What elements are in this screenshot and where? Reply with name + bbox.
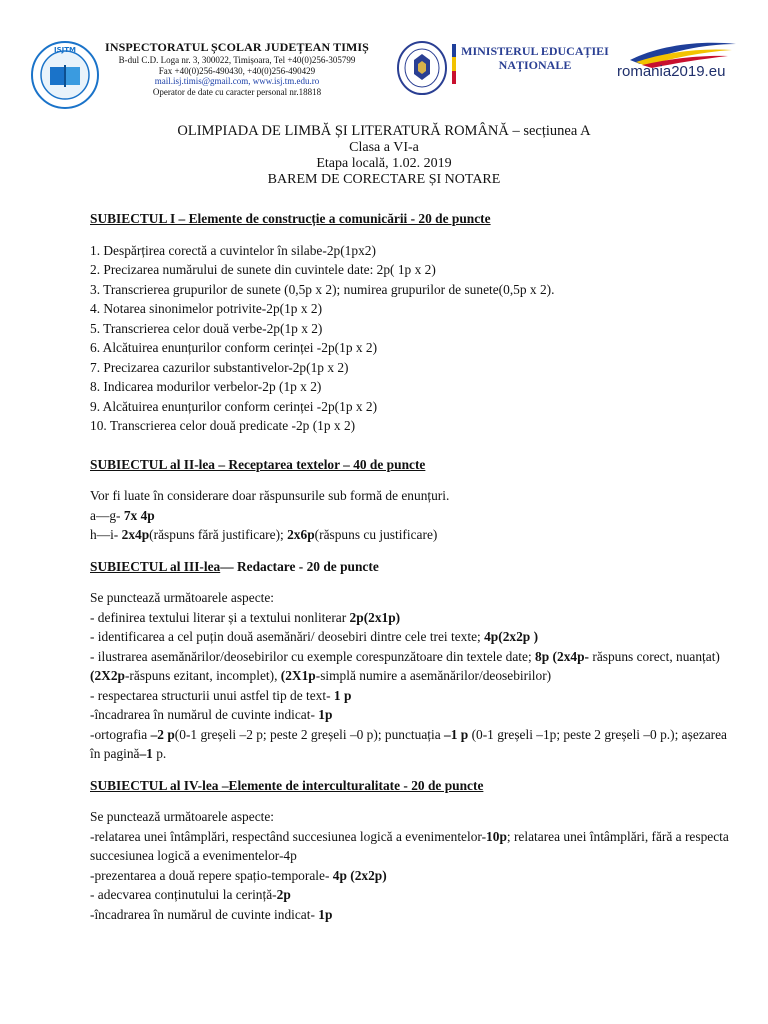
isj-logo-text: ISJTM [54, 46, 76, 54]
romania2019-text: romania2019.eu [617, 63, 726, 80]
barem-line: BAREM DE CORECTARE ȘI NOTARE [267, 172, 501, 187]
subject-4-heading: SUBIECTUL al IV-lea –Elemente de interculturalitate - 20 de puncte [90, 777, 484, 793]
list-item: 2. Precizarea numărului de sunete din cuvintele date: 2p( 1p x 2) [90, 262, 436, 277]
points: (2X1p [280, 668, 316, 683]
subject-4-line-2 [90, 866, 730, 886]
text: - identificarea a cel puțin două asemănări/ deosebiri dintre cele trei texte; [90, 629, 485, 644]
subject-3-line-3 [90, 647, 730, 686]
hi-text-1: (răspuns fără justificare); [149, 527, 288, 542]
hi-value-2: 2x6p [287, 527, 315, 542]
subject-3-intro: Se punctează următoarele aspecte: [90, 590, 275, 605]
isj-fax: Fax +40(0)256-490430, +40(0)256-490429 [158, 65, 316, 76]
ministry-line-1: MINISTERUL EDUCAȚIEI [461, 44, 609, 58]
list-item: 8. Indicarea modurilor verbelor-2p (1p x 2) [90, 379, 322, 394]
subject-3-line-2 [90, 627, 730, 647]
university-seal-icon [396, 40, 448, 96]
subject-3-line-4 [90, 686, 730, 706]
text: ; relatarea unei întâmplări, fără a respecta succesiunea logică a evenimentelor-4p [90, 828, 729, 863]
isj-title: INSPECTORATUL ȘCOLAR JUDEȚEAN TIMIȘ [105, 40, 369, 54]
list-item: 1. Despărțirea corectă a cuvintelor în silabe-2p(1px2) [90, 242, 376, 258]
barem-content [90, 209, 730, 924]
points: –1 p [444, 726, 469, 742]
text: -încadrarea în numărul de cuvinte indicat- [90, 906, 319, 922]
subject-3-heading-rest: — Redactare - 20 de puncte [220, 558, 379, 574]
list-item: 6. Alcătuirea enunțurilor conform cerinței -2p(1p x 2) [90, 340, 378, 355]
points: 1p [318, 906, 333, 922]
hi-value-1: 2x4p [121, 527, 150, 542]
text: -ortografia [90, 726, 151, 742]
text: p. [152, 746, 167, 761]
text: -încadrarea în numărul de cuvinte indicat- [90, 707, 319, 722]
points: 2p [276, 887, 291, 902]
list-item: 10. Transcrierea celor două predicate -2p (1p x 2) [90, 418, 356, 433]
stage-line: Etapa locală, 1.02. 2019 [316, 156, 452, 171]
isj-address: B-dul C.D. Loga nr. 3, 300022, Timișoara, Tel +40(0)256-305799 [118, 55, 356, 65]
subject-1-heading: SUBIECTUL I – Elemente de construcție a comunicării - 20 de puncte [90, 211, 491, 226]
subject-3-heading [90, 557, 730, 577]
subject-2-hi [90, 525, 730, 545]
subject-2-ag [90, 506, 730, 526]
text: - ilustrarea asemănărilor/deosebirilor cu exemple corespunzătoare din textele date; [90, 648, 536, 664]
text: -relatarea unei întâmplări, respectând succesiunea logică a evenimentelor- [90, 828, 487, 844]
isj-info [102, 40, 372, 97]
ministry-line-2: NAȚIONALE [498, 58, 572, 72]
subject-3-heading-underlined: SUBIECTUL al III-lea [90, 558, 221, 574]
text: - definirea textului literar și a textului nonliterar [90, 609, 350, 625]
list-item: 3. Transcrierea grupurilor de sunete (0,5p x 2); numirea grupurilor de sunete(0,5p x 2). [90, 281, 555, 297]
text: - adecvarea conținutului la cerință- [90, 887, 277, 902]
subject-1-items [90, 241, 730, 436]
points: 4p(2x2p ) [484, 629, 539, 644]
points: 10p [486, 828, 507, 844]
points: 1p [318, 707, 333, 722]
ministry-name [460, 44, 610, 72]
subject-3-line-1 [90, 608, 730, 628]
points: –1 [139, 746, 153, 761]
subject-4-line-1 [90, 827, 730, 866]
points: 8p (2x4p- [535, 648, 589, 664]
points: –2 p [150, 726, 175, 742]
subject-4-line-3 [90, 885, 730, 905]
points: 4p (2x2p) [332, 867, 387, 883]
class-line: Clasa a VI-a [349, 140, 419, 155]
isj-web: mail.isj.timis@gmail.com, www.isj.tm.edu.ro [154, 76, 320, 86]
text: răspuns corect, nuanțat) [592, 648, 720, 664]
text: (0-1 greșeli –1p; peste 2 greșeli –0 p.); așezarea în pagină [90, 726, 728, 761]
points: 1 p [333, 687, 352, 703]
ag-value: 7x 4p [123, 507, 155, 523]
letterhead [0, 0, 768, 112]
list-item: 4. Notarea sinonimelor potrivite-2p(1p x 2) [90, 301, 323, 316]
points: (2X2p [90, 668, 125, 683]
text: - respectarea structurii unui astfel tip de text- [90, 687, 334, 703]
points: 2p(2x1p) [349, 609, 401, 625]
subject-2-heading: SUBIECTUL al II-lea – Receptarea textelor – 40 de puncte [90, 456, 426, 472]
list-item: 7. Precizarea cazurilor substantivelor-2p(1p x 2) [90, 359, 349, 375]
list-item: 9. Alcătuirea enunțurilor conform cerinței -2p(1p x 2) [90, 398, 378, 414]
subject-3-line-6 [90, 725, 730, 764]
text: -răspuns ezitant, incomplet), [124, 668, 281, 683]
subject-4-line-4 [90, 905, 730, 925]
ministry-bar-icon [452, 44, 456, 84]
ag-label: a—g- [90, 507, 124, 523]
olympiad-title: OLIMPIADA DE LIMBĂ ȘI LITERATURĂ ROMÂNĂ – secțiunea A [177, 123, 591, 139]
hi-text-2: (răspuns cu justificare) [314, 527, 438, 542]
text: -prezentarea a două repere spațio-temporale- [90, 867, 333, 883]
hi-label: h—i- [90, 527, 122, 542]
text: -simplă numire a asemănărilor/deosebirilor) [315, 668, 552, 683]
isj-operator: Operator de date cu caracter personal nr.18818 [152, 86, 322, 97]
list-item: 5. Transcrierea celor două verbe-2p(1p x 2) [90, 320, 323, 336]
subject-4-intro: Se punctează următoarele aspecte: [90, 809, 275, 824]
document-title [0, 122, 768, 188]
isj-logo-icon [30, 40, 100, 110]
subject-2-intro: Vor fi luate în considerare doar răspunsurile sub formă de enunțuri. [90, 488, 450, 503]
text: (0-1 greșeli –2 p; peste 2 greșeli –0 p); punctuația [174, 726, 445, 742]
subject-3-line-5 [90, 705, 730, 725]
